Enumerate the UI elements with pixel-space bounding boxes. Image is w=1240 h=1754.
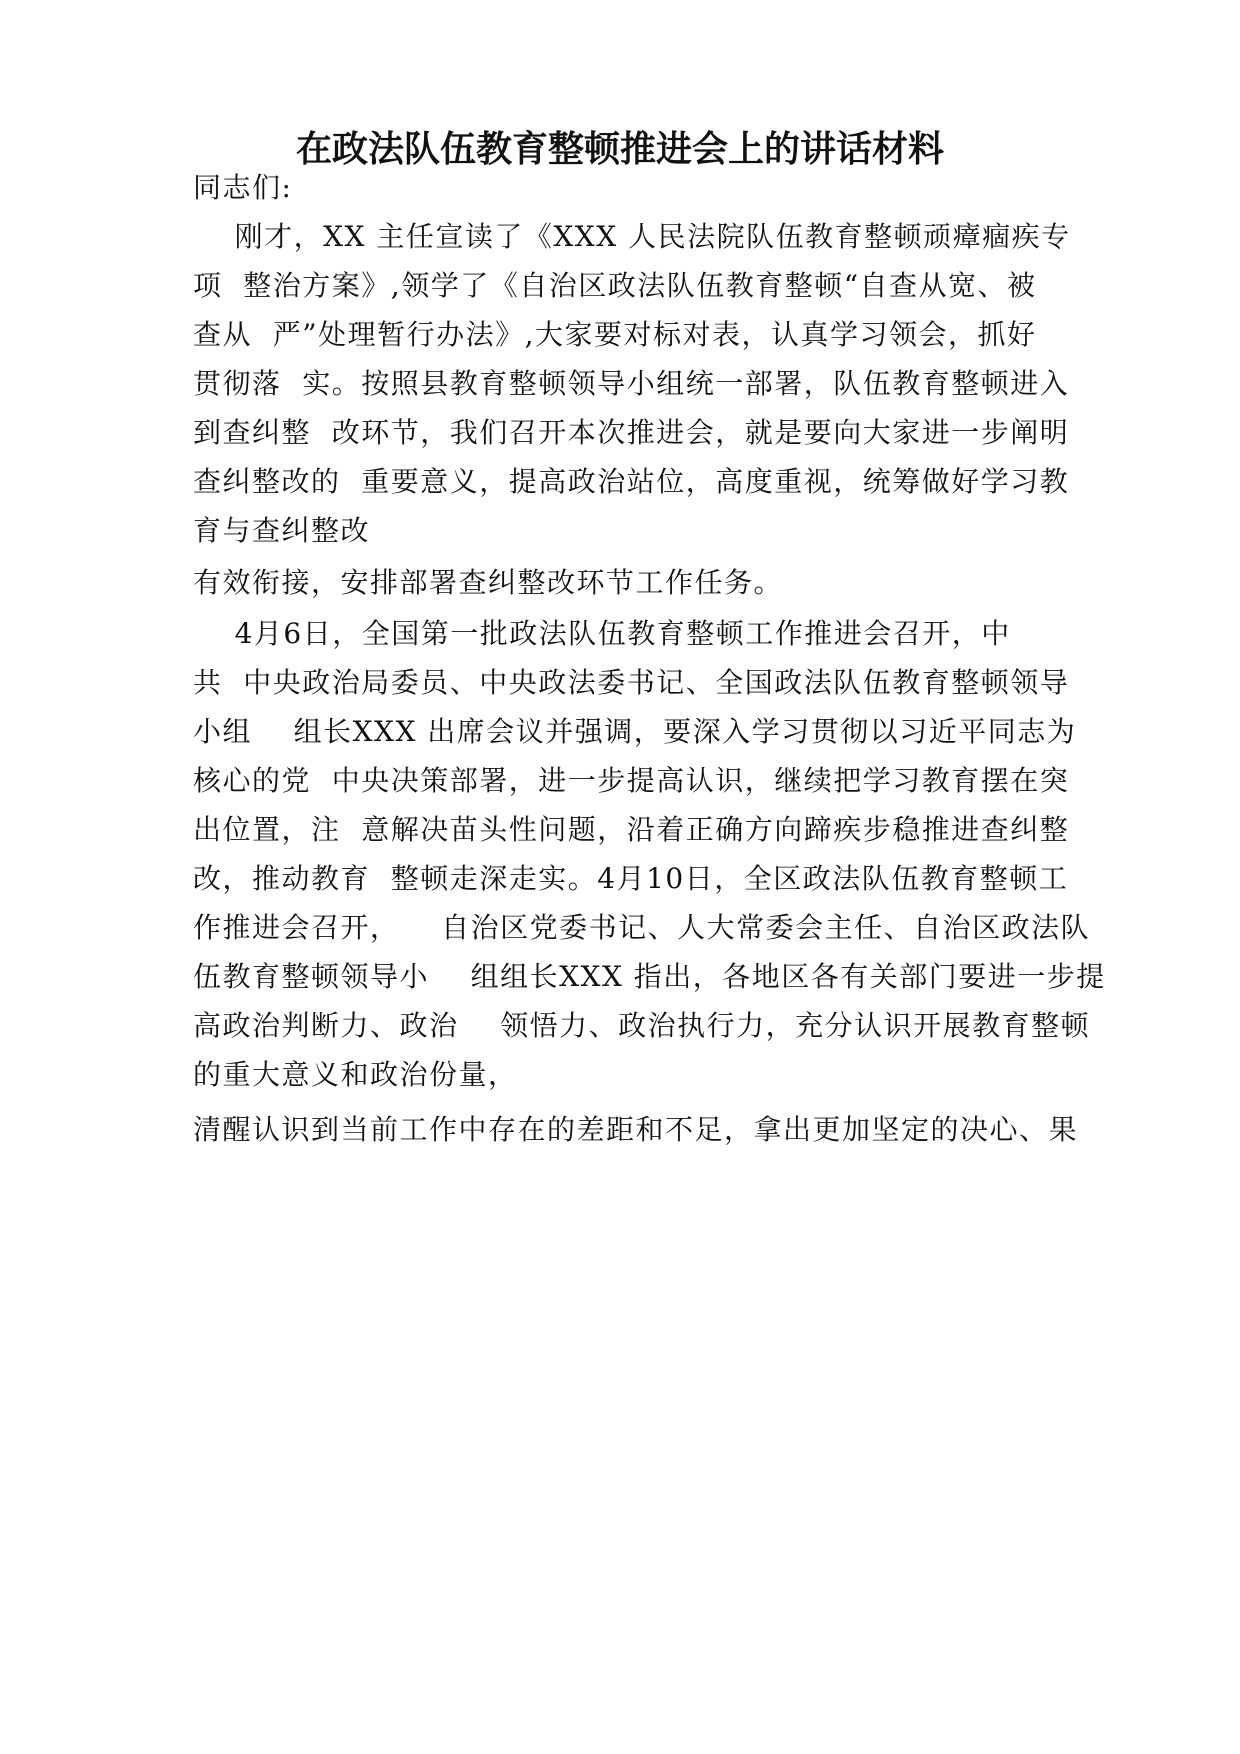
- body-line-15: 作推进会召开， 自治区党委书记、人大常委会主任、自治区政法队: [193, 911, 1091, 944]
- body-line-1: 刚才，XX 主任宣读了《XXX 人民法院队伍教育整顿顽瘴痼疾专: [193, 220, 1071, 253]
- body-line-17: 高政治判断力、政治 领悟力、政治执行力，充分认识开展教育整顿: [193, 1009, 1091, 1042]
- body-line-16: 伍教育整顿领导小 组组长XXX 指出，各地区各有关部门要进一步提: [193, 960, 1106, 993]
- body-line-7: 育与查纠整改: [193, 514, 371, 547]
- body-line-19: 清醒认识到当前工作中存在的差距和不足，拿出更加坚定的决心、果: [193, 1113, 1079, 1146]
- body-line-4: 贯彻落 实。按照县教育整顿领导小组统一部署，队伍教育整顿进入: [193, 367, 1070, 400]
- salutation: 同志们:: [193, 171, 293, 204]
- body-line-5: 到查纠整 改环节，我们召开本次推进会，就是要向大家进一步阐明: [193, 416, 1070, 449]
- body-line-2: 项 整治方案》,领学了《自治区政法队伍教育整顿“自查从宽、被: [193, 269, 1037, 302]
- document-title: 在政法队伍教育整顿推进会上的讲话材料: [295, 129, 944, 170]
- body-line-6: 查纠整改的 重要意义，提高政治站位，高度重视，统筹做好学习教: [193, 465, 1070, 498]
- body-line-13: 出位置，注 意解决苗头性问题，沿着正确方向蹄疾步稳推进查纠整: [193, 813, 1070, 846]
- body-line-12: 核心的党 中央决策部署，进一步提高认识，继续把学习教育摆在突: [193, 764, 1070, 797]
- body-line-9: 4月6日，全国第一批政法队伍教育整顿工作推进会召开，中: [193, 617, 1011, 650]
- body-line-14: 改，推动教育 整顿走深走实。4月10日，全区政法队伍教育整顿工: [193, 862, 1069, 895]
- body-line-3: 查从 严”处理暂行办法》,大家要对标对表，认真学习领会，抓好: [193, 318, 1037, 351]
- body-line-10: 共 中央政治局委员、中央政法委书记、全国政法队伍教育整顿领导: [193, 666, 1070, 699]
- body-line-11: 小组 组长XXX 出席会议并强调，要深入学习贯彻以习近平同志为: [193, 715, 1077, 748]
- body-line-18: 的重大意义和政治份量，: [193, 1058, 518, 1091]
- body-line-8: 有效衔接，安排部署查纠整改环节工作任务。: [193, 566, 784, 599]
